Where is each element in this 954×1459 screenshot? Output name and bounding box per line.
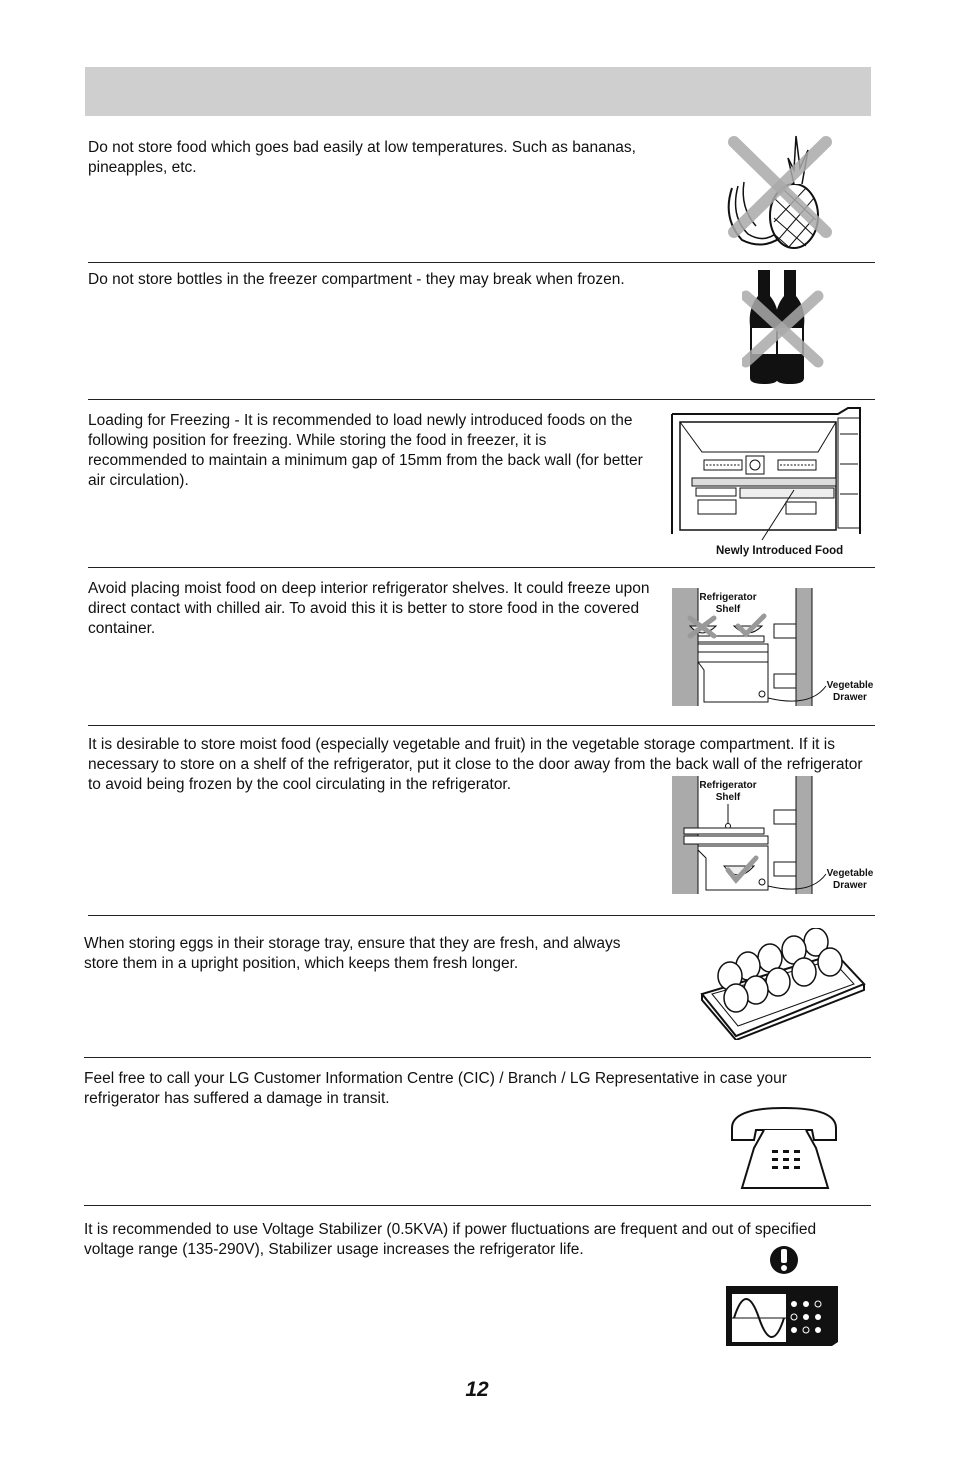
section-3-text: Loading for Freezing - It is recommended to load newly introduced foods on the following position for freezing. While storing the food in freezer, it is recommended to maintain a minimum gap of 15mm from the back wall (for better air circulation). (88, 412, 643, 489)
refrigerator-shelf-label: Refrigerator (699, 780, 757, 791)
refrigerator-shelf-label: Refrigerator (699, 592, 757, 603)
refrigerator-shelf-label-line2: Shelf (715, 604, 741, 615)
shelf-crossed-icon (670, 586, 880, 710)
freezer-interior-icon (668, 404, 864, 564)
vegetable-drawer-label-line2: Drawer (833, 880, 867, 891)
egg-tray-icon (696, 928, 868, 1040)
section-5-text: It is desirable to store moist food (especially vegetable and fruit) in the vegetable storage compartment. If it is necessary to store on a shelf of the refrigerator, put it close to the door away from the back wall of the refrigerator to avoid being frozen by the cool circulating in the refrigerator. (88, 736, 863, 793)
divider (88, 399, 875, 400)
section-4-text: Avoid placing moist food on deep interior refrigerator shelves. It could freeze upon direct contact with chilled air. To avoid this it is better to store food in the covered container. (88, 580, 650, 637)
page-number: 12 (465, 1378, 489, 1401)
newly-introduced-food-label: Newly Introduced Food (716, 545, 844, 557)
bottles-crossed-icon (742, 266, 826, 388)
divider (88, 262, 875, 263)
section-2-text: Do not store bottles in the freezer compartment - they may break when frozen. (88, 271, 625, 288)
divider (88, 915, 875, 916)
telephone-icon (724, 1100, 846, 1194)
divider (88, 725, 875, 726)
section-7-text: Feel free to call your LG Customer Information Centre (CIC) / Branch / LG Representative in case your refrigerator has suffered a damage in transit. (84, 1070, 787, 1107)
divider (84, 1057, 871, 1058)
divider (88, 567, 875, 568)
vegetable-drawer-label-line2: Drawer (833, 692, 867, 703)
fruit-crossed-icon (722, 128, 834, 252)
divider (84, 1205, 871, 1206)
vegetable-drawer-label: Vegetable (826, 868, 874, 879)
section-1-text: Do not store food which goes bad easily at low temperatures. Such as bananas, pineapples, etc. (88, 139, 636, 176)
refrigerator-shelf-label-line2: Shelf (715, 792, 741, 803)
section-6-text: When storing eggs in their storage tray, ensure that they are fresh, and always store them in a upright position, which keeps them fresh longer. (84, 935, 621, 972)
section-8-text: It is recommended to use Voltage Stabilizer (0.5KVA) if power fluctuations are frequent and out of specified voltage range (135-290V), Stabilizer usage increases the refrigerator life. (84, 1221, 817, 1258)
drawer-check-icon (670, 774, 880, 898)
header-bar (85, 67, 871, 116)
vegetable-drawer-label: Vegetable (826, 680, 874, 691)
voltage-stabilizer-icon (722, 1244, 844, 1350)
